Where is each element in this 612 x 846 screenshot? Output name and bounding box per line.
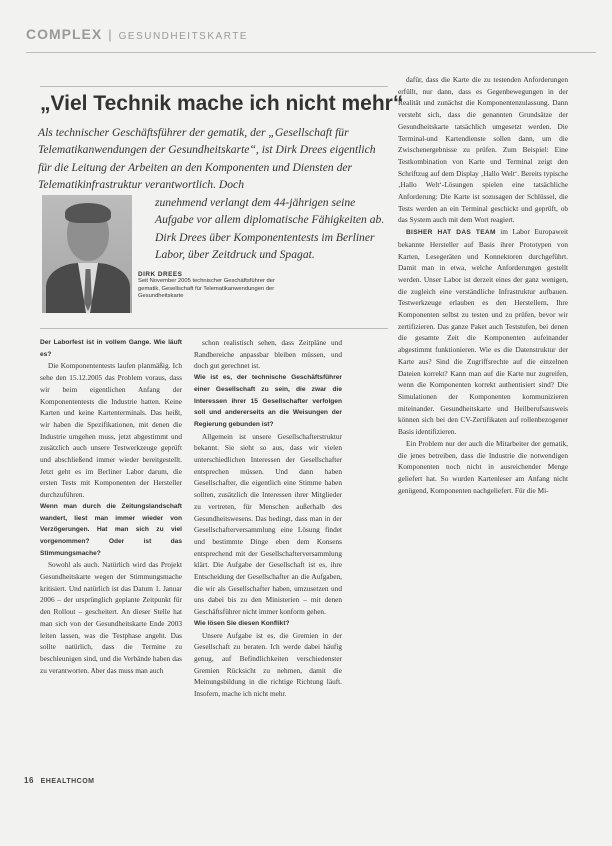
interview-answer: Allgemein ist unsere Gesellschafterstruktur bekannt. Sie sieht so aus, dass wir vielen unterschiedlichen Interessen der Gesellschafter entsprechen müssen. Und dann haben Gesellschafter, die eigentlich eine Stimme haben sollten, zusätzlich die Interessen ihrer Mitglieder zu vertreten, für Menschen außerhalb des Gesundheitswesens. Das bedingt, dass man in der Gesellschafterversammlung eine Lösung findet und bestimmte Dinge eben dem Konsens entsprechend mit der Gesellschafterversammlung klärt. Die Aufgabe der Gesellschaft ist es, ihre Entscheidung der Gesellschafter an die Aufgaben, die wir als Gesellschafter haben, umzusetzen und uns dabei bis zu den Ministerien – mit denen Geschäftsführer nicht immer konform gehen. xyxy=(194,431,342,617)
kicker-rest: im Labor Europaweit bekannte Hersteller auf Basis ihrer Prototypen von Karten, Lesegeräten und Konnektoren durchgeführt. Damit man in etwa, welche Anforderungen gestellt werden. Unser Labor ist derzeit eines der ganz wenigen, die zugleich eine verständliche Infrastruktur aufbauen. Testwerkzeuge erlauben es den Herstellern, Ihre Komponenten selbst zu testen und zu prüfen, bevor wir zertifizieren. Das ganze Paket auch Teststufen, bei denen die gesamte Zeit die Komponenten aufeinander abgestimmt funktionieren. Wie es die Datenstruktur der Karte aus? Sind die Zugriffsrechte auf die einzelnen Dateien korrekt? Kann man auf die Karte nur zugreifen, wenn die Komponenten korrekt authentisiert sind? Die Simulationen der Komponenten kommunizieren miteinander. Gesundheitskarte und Heilberufsausweis können sich bei den CV-Zertifikaten auf rollenbezogener Basis identifizieren. xyxy=(398,227,568,437)
interview-answer: Ein Problem nur der auch die Mitarbeiter der gematik, die jenes betreiben, dass die Industrie die notwendigen Komponenten noch nicht in ausreichender Menge geliefert hat. So wurden Kartenleser am Anfang nicht genügend, Komponenten nachgeliefert. Für die Mi- xyxy=(398,438,568,495)
article-headline: „Viel Technik mache ich nicht mehr“ xyxy=(40,92,404,115)
article-lead-top: Als technischer Geschäftsführer der gematik, der „Gesellschaft für Telematikanwendungen der Gesundheitskarte“, ist Dirk Drees eigentlich für die Leitung der Arbeiten an den Komponenten und Diensten der Telematikinfrastruktur verantwortlich. Doch xyxy=(38,126,376,192)
interview-answer: Sowohl als auch. Natürlich wird das Projekt Gesundheitskarte wegen der Stimmungsmache kritisiert. Und natürlich ist das Datum 1. Januar 2006 – der ursprünglich geplante Zeitpunkt für den Rollout – gescheitert. An dieser Stelle hat man sich von der Gesundheitskarte Ende 2003 leiten lassen, was die Testphase angeht. Das sollte natürlich, dass die Termine zu beschleunigen sind, und die Verbände haben das zu verantworten. Aber das muss man auch xyxy=(40,560,182,675)
paragraph-with-kicker xyxy=(398,226,568,438)
section-header xyxy=(26,26,248,42)
page-footer xyxy=(24,776,95,785)
author-photo xyxy=(42,195,132,313)
caption-name: DIRK DREES xyxy=(138,271,183,278)
section-title: COMPLEX xyxy=(26,26,103,42)
section-separator: | xyxy=(108,27,113,42)
interview-question: Wie ist es, der technische Geschäftsführer einer Gesellschaft zu sein, die zwar die Interessen ihrer 15 Gesellschafter verfolgen soll und andererseits an die Weisungen der Regierung gebunden ist? xyxy=(194,374,342,428)
caption-text: Seit November 2005 technischer Geschäftsführer der gematik, Gesellschaft für Telematikanwendungen der Gesundheitskarte xyxy=(138,278,275,300)
kicker: BISHER HAT DAS TEAM xyxy=(406,229,496,237)
interview-answer: dafür, dass die Karte die zu testenden Anforderungen erfüllt, nur dann, dass es Gegenbewegungen in der Realität und zunächst die Komponentenzulassung. Dann versteht sich, dass die genannten Grundsätze der Gesundheitskarte tatsächlich umgesetzt werden. Die Terminal-und Kartendienste sollen dann, um die Zwischenergebnisse zu prüfen. Zum Beispiel: Eine Testkombination von Karte und Terminal zeigt den Schriftzug auf dem Display ‚Hallo Welt‘. Bereits typische ‚Hallo Welt‘-Lösungen spielen eine tatsächliche Anforderung: Die Karte ist sozusagen der Schlüssel, die Tests werden an ein Terminal geschickt und geprüft, ob das System auch mit dem Wort reagiert. xyxy=(398,75,568,225)
article-lead-right: zunehmend verlangt dem 44-jährigen seine Aufgabe vor allem diplomatische Fähigkeiten ab. Dirk Drees über Komponententests im Berliner Labor, über Zeitdruck und Spagat. xyxy=(155,196,385,262)
interview-answer: Die Komponententests laufen planmäßig. Ich sehe den 15.12.2005 das Problem voraus, dass wir beim eigentlichen Anfang der Komponententests die Industrie hatten. Keine Karten und keine Kartenterminals. Das heißt, wir haben die Spezifikationen, mit denen die Industrie umgehen muss, jetzt abgestimmt und zusätzlich auch unsere Testwerkzeuge geprüft und abschließend immer wieder bereitgestellt. Jetzt geht es im Berliner Labor darum, die ersten Tests mit Komponenten der Hersteller durchzuführen. xyxy=(40,361,182,500)
publication-name: EHEALTHCOM xyxy=(40,778,95,785)
article-column-1 xyxy=(40,337,182,676)
intro-rule xyxy=(40,328,388,329)
photo-hair xyxy=(65,203,111,223)
interview-answer: schon realistisch sehen, dass Zeitpläne und Randbereiche anpassbar bleiben müssen, und doch gut gerechnet ist. xyxy=(194,338,342,371)
article-column-3 xyxy=(398,74,568,496)
section-subtitle: GESUNDHEITSKARTE xyxy=(118,31,249,42)
interview-question: Wenn man durch die Zeitungslandschaft wandert, liest man immer wieder von Verzögerungen. Hat man sich zu viel vorgenommen? Oder ist das Stimmungsmache? xyxy=(40,502,182,557)
interview-answer: Unsere Aufgabe ist es, die Gremien in der Gesellschaft zu beraten. Ich werde dabei häufig genug, auf Befindlichkeiten verschiedenster Gremien Rücksicht zu nehmen, damit die Meinungsbildung in die richtige Richtung läuft. Insofern, mache ich nicht mehr. xyxy=(194,630,342,699)
headline-rule xyxy=(40,86,388,87)
interview-question: Der Laborfest ist in vollem Gange. Wie läuft es? xyxy=(40,339,182,358)
article-column-2 xyxy=(194,337,342,700)
header-rule xyxy=(26,52,596,53)
page-number: 16 xyxy=(24,776,34,785)
interview-question: Wie lösen Sie diesen Konflikt? xyxy=(194,619,290,627)
photo-caption xyxy=(138,271,288,301)
